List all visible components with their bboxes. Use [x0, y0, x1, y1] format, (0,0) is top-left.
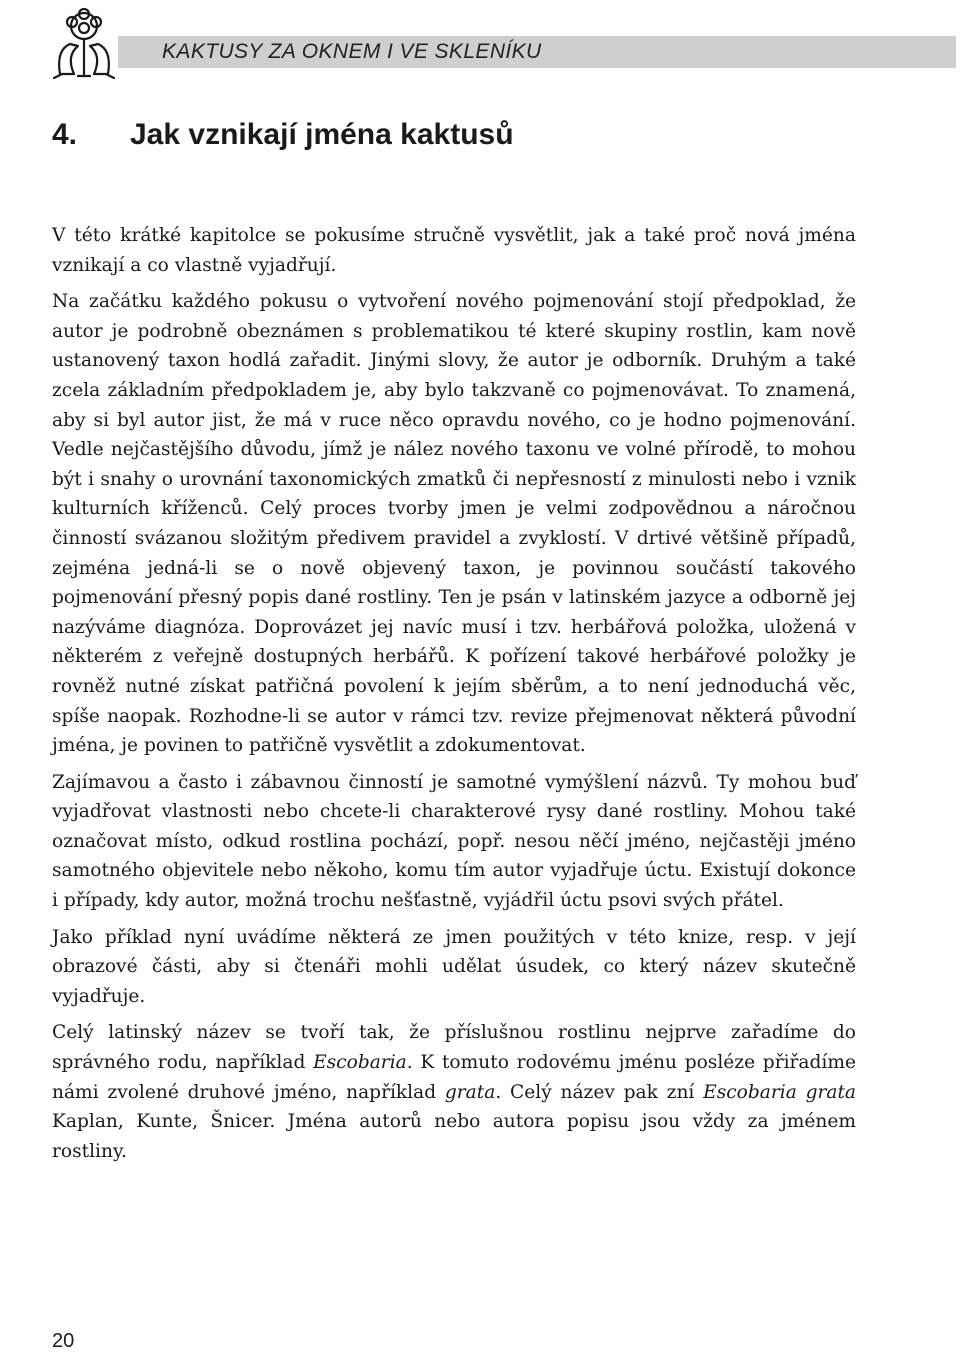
text-segment: . K tomuto rodovému jménu posléze přiřadíme námi zvolené druhové jméno, například: [52, 1052, 856, 1103]
paragraph-intro: V této krátké kapitolce se pokusíme stručně vysvětlit, jak a také proč nová jména vznikají a co vlastně vyjadřují.: [52, 225, 856, 276]
genus-name: Escobaria: [313, 1052, 407, 1074]
species-name: grata: [444, 1081, 496, 1103]
chapter-heading: [52, 118, 514, 152]
text-segment: Kaplan, Kunte, Šnicer. Jména autorů nebo autora popisu jsou vždy za jménem rostliny.: [52, 1111, 856, 1162]
body-text: [52, 221, 856, 1173]
page-number: 20: [52, 1330, 75, 1352]
full-latin-name: Escobaria grata: [703, 1081, 856, 1103]
chapter-number: 4.: [52, 118, 78, 151]
chapter-title: Jak vznikají jména kaktusů: [130, 118, 514, 151]
paragraph-latin-name: [52, 1018, 856, 1166]
paragraph-name-invention: Zajímavou a často i zábavnou činností je samotné vymýšlení názvů. Ty mohou buď vyjadřovat vlastnosti nebo chcete-li charakterové rysy dané rostliny. Mohou také označovat místo, odkud rostlina pochází, popř. nesou něčí jméno, nejčastěji jméno samotného objevitele nebo někoho, komu tím autor vyjadřuje úctu. Existují dokonce i případy, kdy autor, možná trochu nešťastně, vyjádřil úctu psovi svých přátel.: [52, 771, 856, 912]
running-title: KAKTUSY ZA OKNEM I VE SKLENÍKU: [162, 40, 542, 63]
text-segment: Celý latinský název se tvoří tak, že příslušnou rostlinu nejprve zařadíme do správného rodu, například: [52, 1022, 856, 1074]
cactus-logo-icon: [50, 4, 150, 82]
paragraph-examples: Jako příklad nyní uvádíme některá ze jmen použitých v této knize, resp. v její obrazové části, aby si čtenáři mohli udělat úsudek, co který název skutečně vyjadřuje.: [52, 926, 856, 1007]
paragraph-naming-process: Na začátku každého pokusu o vytvoření nového pojmenování stojí předpoklad, že autor je podrobně obeznámen s problematikou té které skupiny rostlin, kam nově ustanovený taxon hodlá zařadit. Jinými slovy, že autor je odborník. Druhým a také zcela základním předpokladem je, aby bylo takzvaně co pojmenovávat. To znamená, aby si byl autor jist, že má v ruce něco opravdu nového, co je hodno pojmenování. Vedle nejčastějšího důvodu, jímž je nález nového taxonu ve volné přírodě, to mohou být i snahy o urovnání taxonomických zmatků či nepřesností z minulosti nebo i vznik kulturních kříženců. Celý proces tvorby jmen je velmi zodpovědnou a náročnou činností svázanou složitým předivem pravidel a zvyklostí. V drtivé většině případů, zejména jedná-li se o nově objevený taxon, je povinnou součástí takového pojmenování přesný popis dané rostliny. Ten je psán v latinském jazyce a odborně jej nazýváme diagnóza. Doprovázet jej navíc musí i tzv. herbářová položka, uložená v některém z veřejně dostupných herbářů. K pořízení takové herbářové položky je rovněž nutné získat patřičná povolení k jejím sběrům, a to není jednoduchá věc, spíše naopak. Rozhodne-li se autor v rámci tzv. revize přejmenovat některá původní jména, je povinen to patřičně vysvětlit a zdokumentovat.: [52, 291, 856, 757]
text-segment: . Celý název pak zní: [495, 1081, 704, 1103]
